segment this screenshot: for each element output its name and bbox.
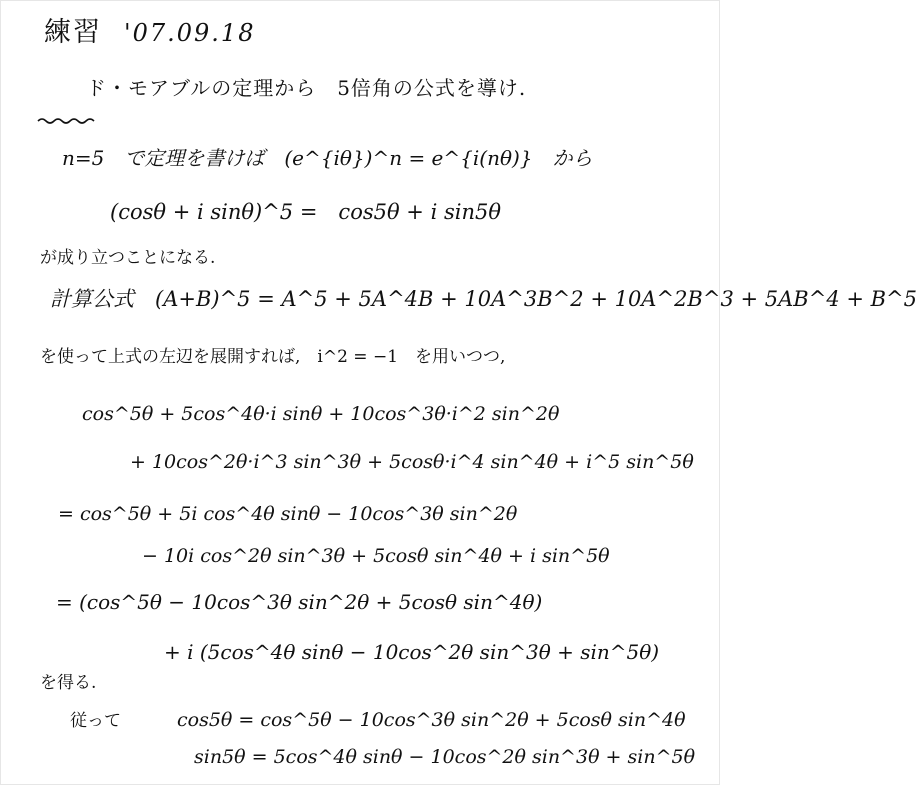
expansion-line-4: − 10i cos^2θ sin^3θ + 5cosθ sin^4θ + i sin^5θ xyxy=(142,545,610,567)
page-title xyxy=(44,10,255,49)
squiggle-underline xyxy=(36,116,96,124)
expansion-line-1: cos^5θ + 5cos^4θ·i sinθ + 10cos^3θ·i^2 sin^2θ xyxy=(82,403,560,425)
cos5-result-row xyxy=(70,706,686,731)
expansion-line-2: + 10cos^2θ·i^3 sin^3θ + 5cosθ·i^4 sin^4θ + i^5 sin^5θ xyxy=(130,451,694,473)
expansion-line-3: = cos^5θ + 5i cos^4θ sinθ − 10cos^3θ sin^2θ xyxy=(58,503,518,525)
obtain-text: を得る. xyxy=(40,673,97,693)
expansion-line-5: = (cos^5θ − 10cos^3θ sin^2θ + 5cosθ sin^4θ) xyxy=(56,590,543,614)
problem-statement: ド・モアブルの定理から 5倍角の公式を導け. xyxy=(86,76,527,100)
title-date: '07.09.18 xyxy=(124,19,256,47)
holds-text: が成り立つことになる. xyxy=(40,248,216,268)
title-main: 練習 xyxy=(44,17,102,48)
demoivre-n5-line: n=5 で定理を書けば (e^{iθ})^n = e^{i(nθ)} から xyxy=(62,146,593,170)
therefore-text: 従って xyxy=(70,711,121,731)
binomial-formula: 計算公式 (A+B)^5 = A^5 + 5A^4B + 10A^3B^2 + 10A^2B^3 + 5AB^4 + B^5 xyxy=(50,287,917,311)
demoivre-equation: (cosθ + i sinθ)^5 = cos5θ + i sin5θ xyxy=(110,200,501,224)
expand-instruction: を使って上式の左辺を展開すれば, i^2 = −1 を用いつつ, xyxy=(40,347,506,367)
cos5-formula: cos5θ = cos^5θ − 10cos^3θ sin^2θ + 5cosθ sin^4θ xyxy=(177,709,686,731)
expansion-line-6: + i (5cos^4θ sinθ − 10cos^2θ sin^3θ + sin^5θ) xyxy=(164,640,660,664)
sin5-formula: sin5θ = 5cos^4θ sinθ − 10cos^2θ sin^3θ + sin^5θ xyxy=(194,746,696,768)
